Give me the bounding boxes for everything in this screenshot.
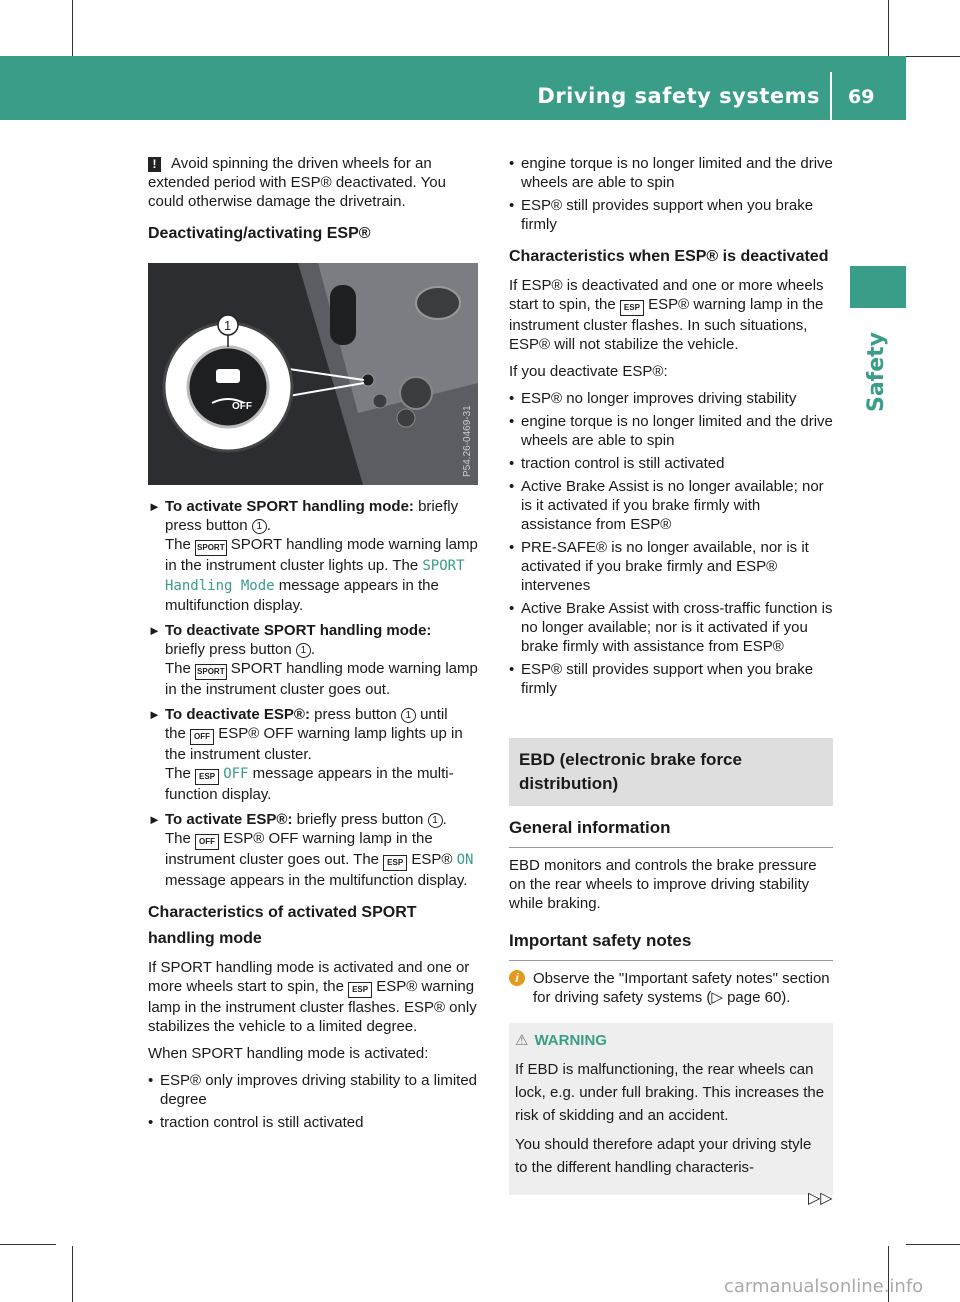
callout-ref: 1	[252, 519, 267, 534]
step-text: .	[442, 811, 447, 828]
warning-paragraph: If EBD is malfunctioning, the rear wheels can lock, e.g. under full braking. This increases the risk of skidding and an accident.	[515, 1061, 825, 1124]
step-text: SPORT handling mode warning lamp in the instrument cluster lights up. The	[165, 536, 478, 574]
safety-heading: Important safety notes	[509, 931, 833, 961]
esp-off-lamp-icon: OFF	[195, 834, 219, 850]
console-photo	[148, 263, 478, 485]
arrow-icon: ►	[148, 707, 161, 722]
display-message: SPORT Handling Mode	[165, 558, 465, 594]
step-text: SPORT handling mode warning lamp in the instrument cluster goes out.	[165, 660, 478, 698]
list-item: • ESP® still provides support when you brake firmly	[509, 196, 833, 234]
step-text: briefly press button	[296, 811, 424, 828]
esp-lamp-icon: ESP	[195, 769, 219, 785]
callout-ref: 1	[296, 643, 311, 658]
step-text: ESP® OFF warning lamp lights up in the instrument cluster.	[165, 725, 463, 763]
right-column	[509, 154, 833, 1195]
step-bold: To deactivate SPORT handling mode:	[165, 622, 432, 639]
deact-paragraph: If you deactivate ESP®:	[509, 363, 668, 380]
esp-lamp-icon: ESP	[383, 855, 407, 871]
list-item: • engine torque is no longer limited and the drive wheels are able to spin	[509, 154, 833, 192]
warning-box	[509, 1023, 833, 1195]
paragraph-text: If ESP® is deactivated and one or more wheels start to spin, the	[509, 277, 824, 313]
step-text: ESP® OFF warning lamp in the instrument cluster goes out. The	[165, 830, 433, 868]
crop-mark	[72, 0, 73, 56]
list-item: • traction control is still activated	[509, 454, 833, 473]
step-text: message appears in the multifunction display.	[165, 872, 468, 889]
char-paragraph	[148, 958, 478, 1036]
step-text: briefly press button	[165, 641, 292, 658]
caution-note	[148, 154, 478, 211]
esp-off-lamp-icon: OFF	[190, 729, 214, 745]
step-item	[148, 705, 478, 804]
step-text: message appears in the multi-function display.	[165, 765, 454, 803]
info-icon: i	[509, 970, 525, 986]
step-text: message appears in the multifunction display.	[165, 577, 439, 614]
char-heading: Characteristics of activated SPORT handling mode	[148, 904, 417, 947]
list-item: • PRE-SAFE® is no longer available, nor is it activated if you brake firmly and ESP® intervenes	[509, 538, 833, 595]
paragraph-text: ESP® warning lamp in the instrument cluster flashes. ESP® only stabilizes the vehicle to a limited degree.	[148, 978, 477, 1035]
callout-ref: 1	[428, 813, 443, 828]
esp-lamp-icon: ESP	[348, 982, 372, 998]
arrow-icon: ►	[148, 499, 161, 514]
step-text: until	[420, 706, 448, 723]
crop-mark	[72, 1246, 73, 1302]
step-bold: To activate SPORT handling mode:	[165, 498, 414, 515]
caution-text: Avoid spinning the driven wheels for an extended period with ESP® deactivated. You could otherwise damage the drivetrain.	[148, 155, 446, 210]
info-note	[509, 969, 833, 1007]
info-text: Observe the "Important safety notes" section for driving safety systems (▷ page 60).	[533, 970, 830, 1006]
paragraph-text: ESP® warning lamp in the instrument cluster flashes. In such situations, ESP® will not stabilize the vehicle.	[509, 296, 824, 353]
step-bold: To activate ESP®:	[165, 811, 293, 828]
display-message: OFF	[223, 766, 249, 782]
step-text: briefly press button	[165, 498, 459, 534]
step-item	[148, 497, 478, 615]
step-text: the	[165, 725, 186, 742]
exclamation-icon: !	[148, 157, 161, 172]
general-paragraph: EBD monitors and controls the brake pressure on the rear wheels to improve driving stability while braking.	[509, 857, 817, 912]
esp-lamp-icon: ESP	[620, 300, 644, 316]
step-text: The	[165, 765, 191, 782]
button-off-label: OFF	[232, 401, 252, 412]
step-text: The	[165, 660, 191, 677]
continue-arrows-icon: ▷▷	[808, 1190, 833, 1207]
step-text: .	[266, 517, 271, 534]
header-divider	[830, 72, 832, 120]
step-item	[148, 621, 478, 699]
step-bold: To deactivate ESP®:	[165, 706, 310, 723]
side-tab-label: Safety	[863, 331, 889, 413]
watermark: carmanualsonline.info	[724, 1276, 924, 1297]
section-heading: Deactivating/activating ESP®	[148, 225, 371, 242]
sport-lamp-icon: SPORT	[195, 540, 227, 556]
crop-mark	[906, 1244, 960, 1245]
deact-paragraph	[509, 276, 833, 354]
paragraph-text: If SPORT handling mode is activated and one or more wheels start to spin, the	[148, 959, 470, 995]
step-text: press button	[314, 706, 397, 723]
list-item: • Active Brake Assist with cross-traffic function is no longer available; nor is it activated if you brake firmly with assistance from ESP®	[509, 599, 833, 656]
general-heading: General information	[509, 818, 833, 848]
arrow-icon: ►	[148, 623, 161, 638]
step-text: ESP®	[411, 851, 453, 868]
left-column	[148, 154, 478, 1136]
crop-mark	[906, 56, 960, 57]
step-text: .	[310, 641, 316, 658]
crop-mark	[0, 1244, 56, 1245]
list-item: • ESP® still provides support when you brake firmly	[509, 660, 833, 698]
step-text: The	[165, 830, 191, 847]
ebd-section-box: EBD (electronic brake force distribution)	[509, 738, 833, 806]
side-tab-block	[850, 266, 906, 308]
photo-ref-code: P54.26-0469-31	[462, 405, 473, 477]
list-item: • Active Brake Assist is no longer available; nor is it activated if you brake firmly with assistance from ESP®	[509, 477, 833, 534]
warning-paragraph: You should therefore adapt your driving style to the different handling characteris-	[515, 1136, 812, 1176]
page-number: 69	[848, 86, 875, 108]
warning-title-text: WARNING	[534, 1032, 607, 1049]
list-item: • ESP® no longer improves driving stability	[509, 389, 833, 408]
step-item	[148, 810, 478, 890]
display-message: ON	[456, 852, 474, 868]
deact-heading: Characteristics when ESP® is deactivated	[509, 248, 829, 265]
warning-title	[515, 1031, 827, 1050]
console-illustration	[148, 263, 478, 485]
callout-ref: 1	[401, 708, 416, 723]
list-item: • engine torque is no longer limited and the drive wheels are able to spin	[509, 412, 833, 450]
page-title: Driving safety systems	[537, 84, 820, 108]
warning-triangle-icon: ⚠	[515, 1032, 529, 1049]
step-text: The	[165, 536, 191, 553]
crop-mark	[888, 0, 889, 56]
list-item: • ESP® only improves driving stability to a limited degree	[148, 1071, 478, 1109]
callout-number: 1	[224, 318, 232, 333]
list-item: • traction control is still activated	[148, 1113, 478, 1132]
sport-lamp-icon: SPORT	[195, 664, 227, 680]
arrow-icon: ►	[148, 812, 161, 827]
char-paragraph: When SPORT handling mode is activated:	[148, 1045, 429, 1062]
